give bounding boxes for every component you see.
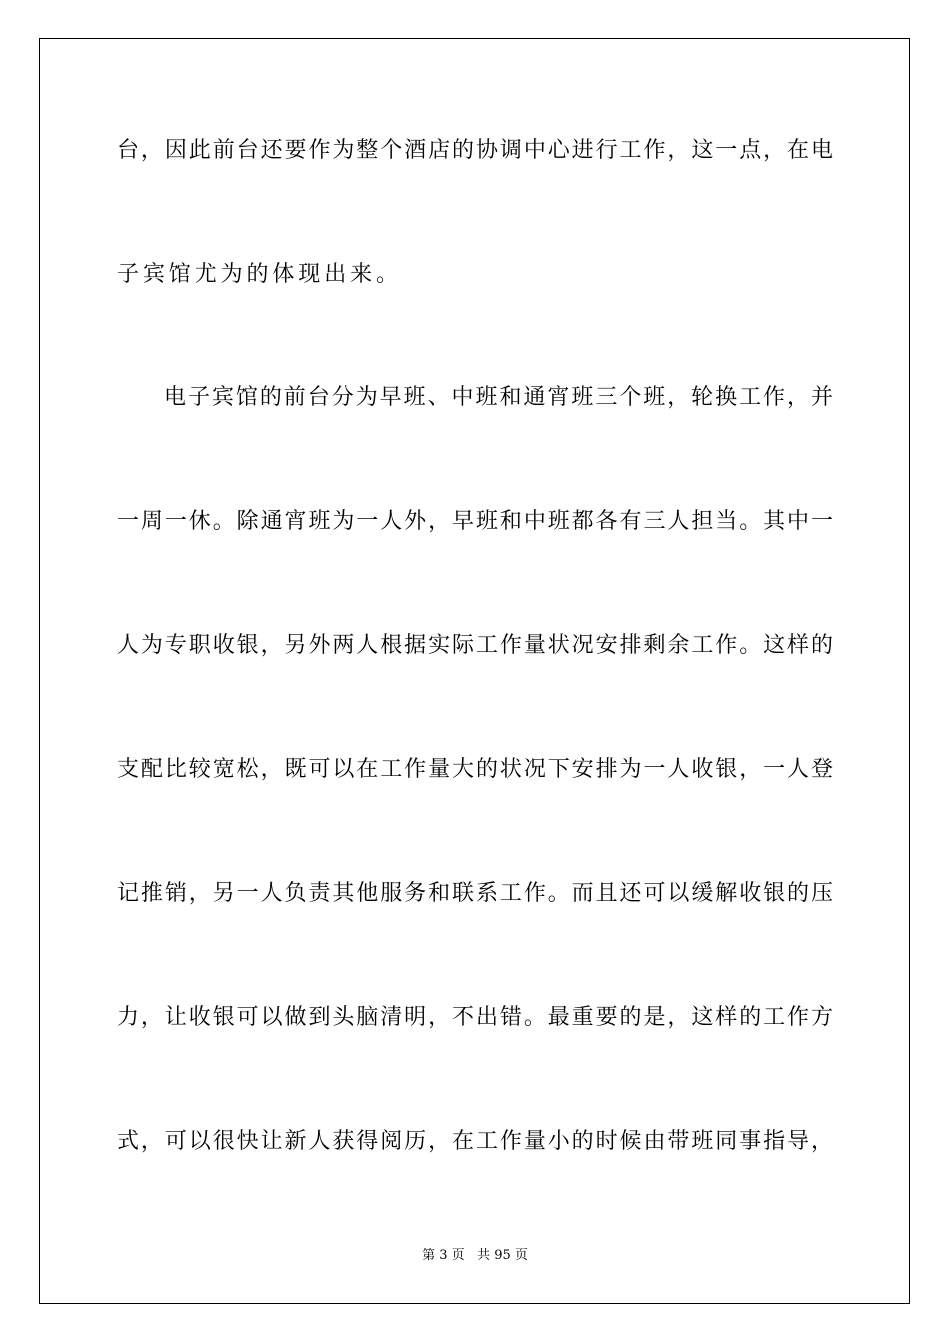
text-line-6: 支配比较宽松，既可以在工作量大的状况下安排为一人收银，一人登 <box>117 757 833 782</box>
page-footer: 第 3 页 共 95 页 <box>422 1248 528 1263</box>
text-line-1: 台，因此前台还要作为整个酒店的协调中心进行工作，这一点，在电 <box>117 138 833 163</box>
text-line-8: 力，让收银可以做到头脑清明，不出错。最重要的是，这样的工作方 <box>117 1005 833 1030</box>
text-line-5: 人为专职收银，另外两人根据实际工作量状况安排剩余工作。这样的 <box>117 633 833 658</box>
text-line-9: 式，可以很快让新人获得阅历，在工作量小的时候由带班同事指导， <box>117 1129 833 1154</box>
text-line-7: 记推销，另一人负责其他服务和联系工作。而且还可以缓解收银的压 <box>117 881 833 906</box>
text-line-3: 电子宾馆的前台分为早班、中班和通宵班三个班，轮换工作，并 <box>164 385 833 410</box>
text-line-2: 子宾馆尤为的体现出来。 <box>117 262 402 287</box>
page-border <box>39 38 910 1304</box>
text-line-4: 一周一休。除通宵班为一人外，早班和中班都各有三人担当。其中一 <box>117 509 833 534</box>
